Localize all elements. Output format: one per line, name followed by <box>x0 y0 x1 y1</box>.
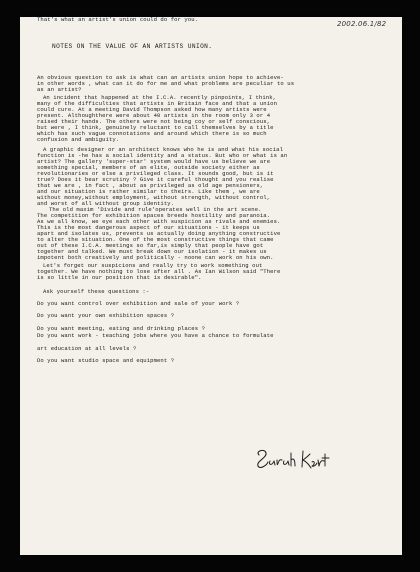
text-line: Do you want work - teaching jobs where you have a chance to formulate <box>37 332 274 339</box>
text-line: An incident that happened at the I.C.A. recently pinpoints, I think, <box>43 94 277 101</box>
text-line: true? Does it bear scrutiny ? Give it careful thought and you realise <box>37 176 274 183</box>
text-line: revolutionaries or else a privileged class. It sounds good, but is it <box>37 170 274 177</box>
text-line: The old maxim 'Divide and rule'operates well in the art scene. <box>49 206 262 213</box>
text-line: Do you want studio space and equipment ? <box>37 357 175 364</box>
text-line: in other words , what can it do for me and what problems are peculiar to us <box>37 80 295 87</box>
text-line: This is the most dangerous aspect of our situations - it keeps us <box>37 224 260 231</box>
text-line: that we are , in fact , about as privileged as old age pensioners, <box>37 182 264 189</box>
text-line: apart and isolates us, prevents us actually doing anything constructive <box>37 230 281 237</box>
text-line: as an artist? <box>37 86 82 93</box>
document-heading: NOTES ON THE VALUE OF AN ARTISTS UNION. <box>52 43 213 50</box>
text-line: The competition for exhibition spaces breeds hostility and paranoia. <box>37 212 271 219</box>
text-line: Do you want control over exhibition and sale of your work ? <box>37 300 240 307</box>
text-line: impotent both creatively and politically - noone can work on his own. <box>37 254 274 261</box>
text-line: Do you want meeting, eating and drinking places ? <box>37 325 206 332</box>
text-line: together and talked. We must break down our isolation - it makes us <box>37 248 267 255</box>
text-line: and worst of all without group identity. <box>37 200 175 207</box>
text-line: out of these I.C.A. meetings so far,is simply that people have got <box>37 242 264 249</box>
text-line: A graphic designer or an architect knows who he is and what his social <box>43 146 284 153</box>
text-line: to alter the situation. One of the most constructive things that came <box>37 236 274 243</box>
text-line: artist? The gallery 'super-star' system would have us believe we are <box>37 158 271 165</box>
handwritten-signature <box>253 445 331 473</box>
text-line: which has such vague connotations and around which there is so much <box>37 130 267 137</box>
text-line: without money,without employment, without strength, without control, <box>37 194 271 201</box>
text-line: is so little in our position that is desirable". <box>37 274 202 281</box>
text-line: That's what an artist's union could do for you. <box>37 16 199 23</box>
text-line: many of the difficulties that artists in Britain face and that a union <box>37 100 278 107</box>
text-line: something special, members of an elite, outside society either as <box>37 164 260 171</box>
document-page <box>20 17 402 555</box>
text-line: Do you want your own exhibition spaces ? <box>37 312 175 319</box>
text-line: An obvious question to ask is what can an artists union hope to achieve- <box>37 74 284 81</box>
text-line: but were , I think, genuinely reluctant to call themselves by a title <box>37 124 274 131</box>
text-line: could cure. At a meeting David Thompson asked how many artists were <box>37 106 267 113</box>
text-line: and our situation is rather similar to theirs. Like them , we are <box>37 188 260 195</box>
text-line: As we all know, we eye each other with suspicion as rivals and enemies. <box>37 218 281 225</box>
text-line: confusion and ambiguity. <box>37 136 120 143</box>
text-line: function is -he has a social identity and a status. But who or what is an <box>37 152 288 159</box>
archive-reference: 2002.06.1/82 <box>337 20 387 28</box>
text-line: raised their hands. The others were not being coy or self conscious, <box>37 118 271 125</box>
text-line: Ask yourself these questions :- <box>43 288 150 295</box>
text-line: art education at all levels ? <box>37 345 137 352</box>
text-line: Let's forget our suspicions and really try to work something out <box>43 262 263 269</box>
text-line: together. We have nothing to lose after all . As Ian Wilson said "There <box>37 268 281 275</box>
text-line: present. Althoughthere were about 40 artists in the room only 3 or 4 <box>37 112 271 119</box>
